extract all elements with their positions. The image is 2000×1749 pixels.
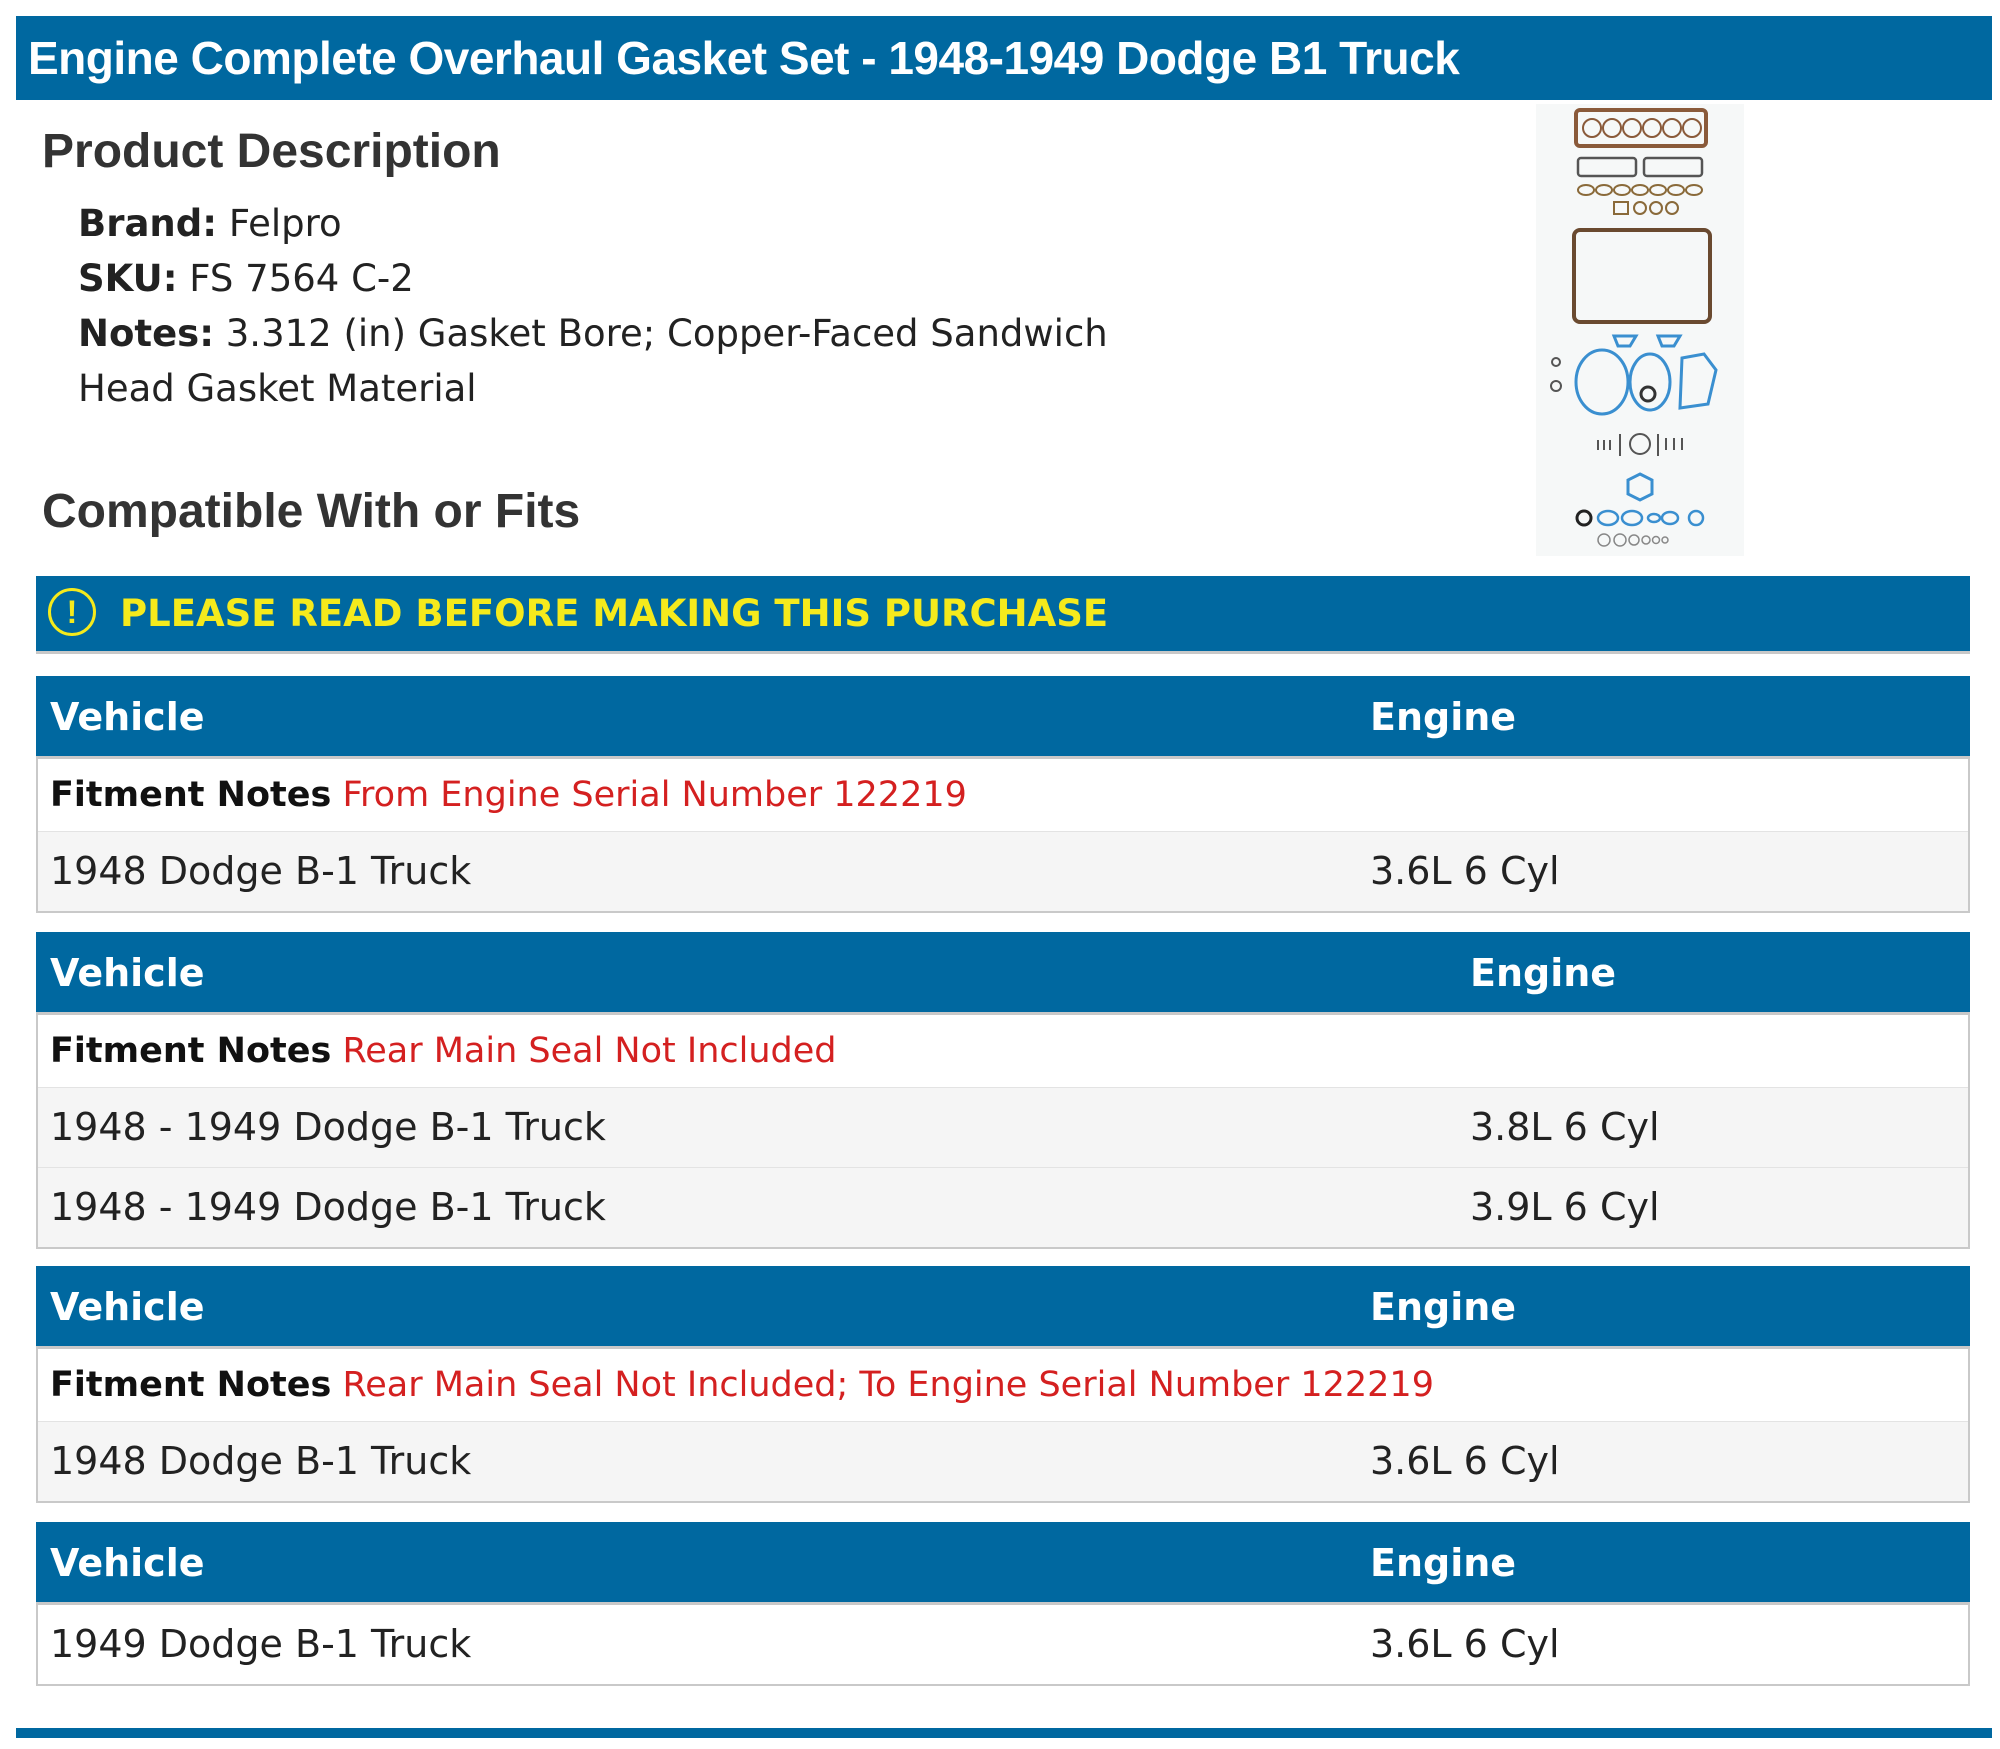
fitment-notes-text: Rear Main Seal Not Included <box>342 1031 837 1071</box>
fitment-notes <box>38 1015 1968 1088</box>
product-image[interactable] <box>1536 104 1744 556</box>
table-row <box>38 1168 1968 1247</box>
sku-label: SKU: <box>78 257 178 300</box>
engine-cell: 3.8L 6 Cyl <box>1470 1105 1660 1149</box>
fitment-notes-label: Fitment Notes <box>50 1365 332 1405</box>
table-row <box>38 1422 1968 1501</box>
notes-row <box>78 306 1138 416</box>
fitment-notes-text: From Engine Serial Number 122219 <box>342 775 967 815</box>
gasket-set-illustration <box>1536 104 1744 556</box>
fitment-table <box>36 676 1970 913</box>
brand-label: Brand: <box>78 202 218 245</box>
vehicle-cell: 1948 - 1949 Dodge B-1 Truck <box>50 1185 606 1229</box>
table-row <box>38 832 1968 911</box>
engine-cell: 3.6L 6 Cyl <box>1370 1439 1560 1483</box>
warning-text: PLEASE READ BEFORE MAKING THIS PURCHASE <box>120 592 1109 635</box>
engine-column-header: Engine <box>1370 1285 1517 1329</box>
engine-column-header: Engine <box>1370 1541 1517 1585</box>
table-header <box>36 1266 1970 1349</box>
exclamation-icon: ! <box>48 588 96 636</box>
vehicle-column-header: Vehicle <box>50 695 205 739</box>
vehicle-cell: 1949 Dodge B-1 Truck <box>50 1622 472 1666</box>
vehicle-column-header: Vehicle <box>50 951 205 995</box>
table-header <box>36 676 1970 759</box>
engine-cell: 3.6L 6 Cyl <box>1370 849 1560 893</box>
vehicle-column-header: Vehicle <box>50 1285 205 1329</box>
fitment-table <box>36 932 1970 1249</box>
purchase-warning-banner[interactable] <box>36 576 1970 654</box>
sku-row <box>78 251 1138 306</box>
table-header <box>36 932 1970 1015</box>
vehicle-cell: 1948 Dodge B-1 Truck <box>50 1439 472 1483</box>
table-row <box>38 1088 1968 1168</box>
engine-column-header: Engine <box>1470 951 1617 995</box>
table-header <box>36 1522 1970 1605</box>
footer-bar <box>16 1728 1992 1738</box>
product-details <box>78 196 1138 416</box>
notes-value: 3.312 (in) Gasket Bore; Copper-Faced Sandwich Head Gasket Material <box>78 312 1108 410</box>
engine-cell: 3.9L 6 Cyl <box>1470 1185 1660 1229</box>
notes-label: Notes: <box>78 312 214 355</box>
table-row <box>38 1605 1968 1684</box>
fitment-notes <box>38 1349 1968 1422</box>
vehicle-column-header: Vehicle <box>50 1541 205 1585</box>
sku-value: FS 7564 C-2 <box>189 257 414 300</box>
brand-value: Felpro <box>228 202 342 245</box>
fitment-table <box>36 1522 1970 1686</box>
page-title: Engine Complete Overhaul Gasket Set - 1948-1949 Dodge B1 Truck <box>16 16 1992 100</box>
product-description-heading: Product Description <box>42 125 501 178</box>
brand-row <box>78 196 1138 251</box>
vehicle-cell: 1948 Dodge B-1 Truck <box>50 849 472 893</box>
fitment-table <box>36 1266 1970 1503</box>
fitment-notes <box>38 759 1968 832</box>
compatible-heading: Compatible With or Fits <box>42 485 581 538</box>
fitment-notes-label: Fitment Notes <box>50 775 332 815</box>
fitment-notes-label: Fitment Notes <box>50 1031 332 1071</box>
vehicle-cell: 1948 - 1949 Dodge B-1 Truck <box>50 1105 606 1149</box>
engine-cell: 3.6L 6 Cyl <box>1370 1622 1560 1666</box>
engine-column-header: Engine <box>1370 695 1517 739</box>
fitment-notes-text: Rear Main Seal Not Included; To Engine Serial Number 122219 <box>342 1365 1434 1405</box>
